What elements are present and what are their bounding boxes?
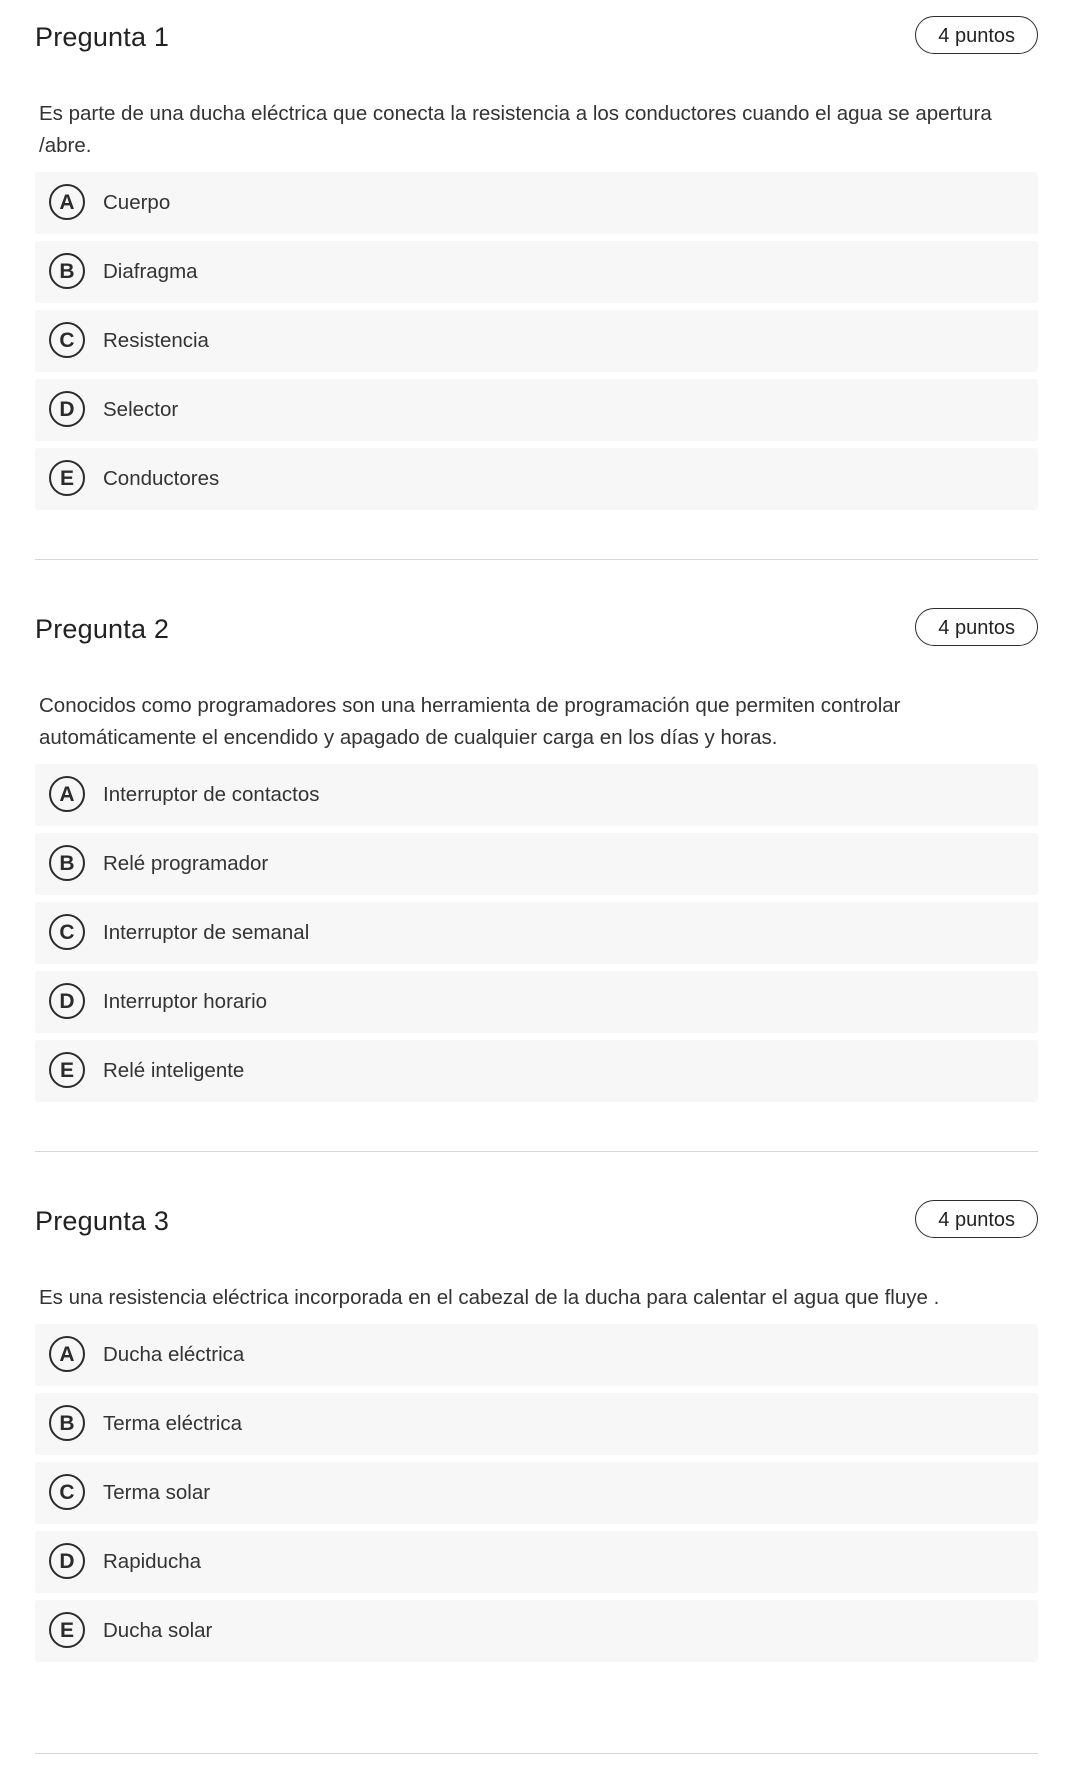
answer-option-c[interactable]	[35, 902, 1038, 964]
option-letter-badge: D	[49, 1543, 85, 1579]
question-2	[35, 592, 1038, 1184]
answer-option-e[interactable]	[35, 448, 1038, 510]
answer-option-d[interactable]	[35, 379, 1038, 441]
answer-option-e[interactable]	[35, 1600, 1038, 1662]
question-title: Pregunta 3	[35, 1206, 170, 1236]
option-letter-badge: E	[49, 1612, 85, 1648]
option-label: Rapiducha	[103, 1550, 202, 1573]
option-label: Terma solar	[103, 1481, 211, 1504]
option-label: Conductores	[103, 467, 220, 490]
points-badge: 4 puntos	[915, 1200, 1038, 1238]
option-letter-badge: C	[49, 914, 85, 950]
option-letter-badge: B	[49, 1405, 85, 1441]
question-text: Es una resistencia eléctrica incorporada en el cabezal de la ducha para calentar el agua que fluye .	[39, 1286, 940, 1309]
option-letter-badge: C	[49, 322, 85, 358]
points-badge: 4 puntos	[915, 16, 1038, 54]
option-label: Relé programador	[103, 852, 269, 875]
question-divider	[35, 1753, 1038, 1754]
question-header	[35, 0, 1038, 76]
option-label: Interruptor horario	[103, 990, 268, 1013]
answer-option-a[interactable]	[35, 764, 1038, 826]
question-title: Pregunta 1	[35, 22, 170, 52]
option-label: Interruptor de contactos	[103, 783, 320, 806]
option-label: Relé inteligente	[103, 1059, 245, 1082]
answer-option-b[interactable]	[35, 1393, 1038, 1455]
points-badge: 4 puntos	[915, 608, 1038, 646]
option-letter-badge: A	[49, 776, 85, 812]
option-label: Ducha solar	[103, 1619, 213, 1642]
option-letter-badge: C	[49, 1474, 85, 1510]
option-letter-badge: B	[49, 253, 85, 289]
answer-option-d[interactable]	[35, 1531, 1038, 1593]
answer-option-b[interactable]	[35, 241, 1038, 303]
question-title: Pregunta 2	[35, 614, 170, 644]
option-label: Ducha eléctrica	[103, 1343, 245, 1366]
option-label: Resistencia	[103, 329, 209, 352]
answer-options	[35, 1324, 1038, 1662]
option-label: Selector	[103, 398, 179, 421]
question-divider	[35, 1151, 1038, 1152]
question-divider	[35, 559, 1038, 560]
answer-options	[35, 764, 1038, 1102]
question-text: Es parte de una ducha eléctrica que conecta la resistencia a los conductores cuando el agua se apertura /abre.	[39, 102, 992, 157]
answer-option-c[interactable]	[35, 1462, 1038, 1524]
question-3	[35, 1184, 1038, 1776]
option-letter-badge: D	[49, 983, 85, 1019]
question-header	[35, 1184, 1038, 1260]
option-label: Cuerpo	[103, 191, 171, 214]
answer-option-b[interactable]	[35, 833, 1038, 895]
option-letter-badge: E	[49, 1052, 85, 1088]
option-letter-badge: A	[49, 1336, 85, 1372]
answer-option-d[interactable]	[35, 971, 1038, 1033]
option-letter-badge: E	[49, 460, 85, 496]
option-label: Terma eléctrica	[103, 1412, 242, 1435]
answer-option-a[interactable]	[35, 1324, 1038, 1386]
option-letter-badge: B	[49, 845, 85, 881]
answer-option-e[interactable]	[35, 1040, 1038, 1102]
option-letter-badge: D	[49, 391, 85, 427]
option-label: Interruptor de semanal	[103, 921, 310, 944]
answer-options	[35, 172, 1038, 510]
option-letter-badge: A	[49, 184, 85, 220]
answer-option-a[interactable]	[35, 172, 1038, 234]
option-label: Diafragma	[103, 260, 198, 283]
question-header	[35, 592, 1038, 668]
question-text: Conocidos como programadores son una herramienta de programación que permiten controlar automáticamente el encendido y apagado de cualquier carga en los días y horas.	[39, 694, 901, 749]
answer-option-c[interactable]	[35, 310, 1038, 372]
question-1	[35, 0, 1038, 592]
